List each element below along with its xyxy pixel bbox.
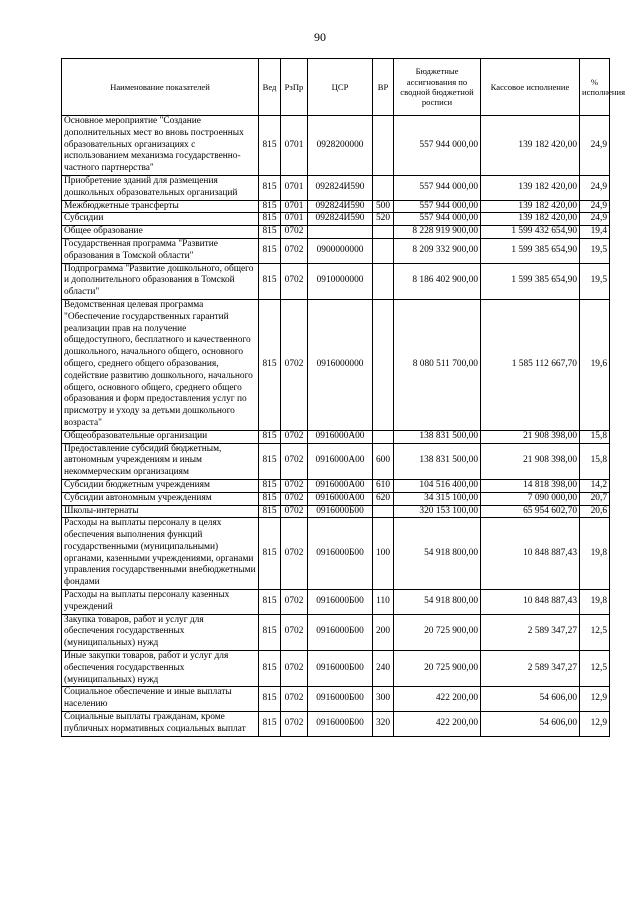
row-cash: 1 599 385 654,90 [481,263,580,299]
table-row [62,299,610,430]
row-budget: 8 186 402 900,00 [394,263,481,299]
row-budget: 20 725 900,00 [394,614,481,650]
row-budget: 34 315 100,00 [394,492,481,505]
header-ved: Вед [259,59,281,116]
row-pct: 19,6 [580,299,610,430]
row-name: Расходы на выплаты персоналу в целях обеспечения выполнения функций государственными (муниципальными) органами, казенными учреждениями, органами управления государственными внебюджетными фондами [62,518,259,590]
row-rzpr: 0702 [281,299,308,430]
row-name: Субсидии [62,213,259,226]
row-name: Школы-интернаты [62,505,259,518]
row-cash: 139 182 420,00 [481,175,580,200]
row-vr [373,226,394,239]
row-pct: 24,9 [580,213,610,226]
table-row [62,614,610,650]
table-row [62,175,610,200]
row-vr: 620 [373,492,394,505]
row-csr: 0928200000 [308,116,373,176]
row-ved: 815 [259,505,281,518]
row-pct: 12,5 [580,651,610,687]
table-row [62,430,610,443]
row-csr: 0916000Б00 [308,651,373,687]
header-budget: Бюджетные ассигнования по сводной бюджетной росписи [394,59,481,116]
row-cash: 1 585 112 667,70 [481,299,580,430]
row-pct: 19,8 [580,518,610,590]
header-pct: % исполнения [580,59,610,116]
row-budget: 422 200,00 [394,687,481,712]
row-vr [373,175,394,200]
row-vr: 300 [373,687,394,712]
row-ved: 815 [259,651,281,687]
row-rzpr: 0702 [281,479,308,492]
row-cash: 139 182 420,00 [481,213,580,226]
row-ved: 815 [259,430,281,443]
row-ved: 815 [259,200,281,213]
row-pct: 19,5 [580,263,610,299]
row-name: Социальное обеспечение и иные выплаты населению [62,687,259,712]
row-name: Общее образование [62,226,259,239]
row-ved: 815 [259,263,281,299]
row-csr: 092824И590 [308,213,373,226]
row-name: Закупка товаров, работ и услуг для обеспечения государственных (муниципальных) нужд [62,614,259,650]
row-budget: 54 918 800,00 [394,518,481,590]
row-budget: 54 918 800,00 [394,590,481,615]
row-vr [373,505,394,518]
row-ved: 815 [259,614,281,650]
row-budget: 8 080 511 700,00 [394,299,481,430]
budget-execution-table [61,58,626,737]
row-rzpr: 0701 [281,213,308,226]
table-row [62,651,610,687]
row-vr: 500 [373,200,394,213]
row-name: Субсидии автономным учреждениям [62,492,259,505]
row-vr [373,430,394,443]
row-ved: 815 [259,479,281,492]
row-vr: 100 [373,518,394,590]
row-csr: 0916000А00 [308,492,373,505]
row-cash: 2 589 347,27 [481,651,580,687]
table-row [62,226,610,239]
row-vr [373,116,394,176]
row-name: Государственная программа "Развитие образования в Томской области" [62,238,259,263]
row-budget: 138 831 500,00 [394,443,481,479]
row-ved: 815 [259,299,281,430]
row-pct: 24,9 [580,200,610,213]
row-name: Межбюджетные трансферты [62,200,259,213]
row-cash: 1 599 432 654,90 [481,226,580,239]
row-ved: 815 [259,492,281,505]
row-rzpr: 0701 [281,175,308,200]
row-name: Общеобразовательные организации [62,430,259,443]
row-pct: 12,5 [580,614,610,650]
table-row [62,518,610,590]
row-pct: 20,7 [580,492,610,505]
row-pct: 14,2 [580,479,610,492]
row-csr: 0910000000 [308,263,373,299]
row-csr: 0916000000 [308,299,373,430]
row-name: Ведомственная целевая программа "Обеспечение государственных гарантий реализации прав на получение общедоступного, бесплатного и качественного дошкольного, начального общего, основного общего, среднего общего образования, содействие развитию дошкольного, начального общего, основного общего, среднего общего образования и форм предоставления услуг по присмотру и уходу за детьми дошкольного возраста" [62,299,259,430]
row-rzpr: 0702 [281,505,308,518]
row-ved: 815 [259,712,281,737]
row-vr: 110 [373,590,394,615]
row-vr: 200 [373,614,394,650]
row-cash: 139 182 420,00 [481,200,580,213]
table-header-row [62,59,610,116]
row-pct: 15,8 [580,430,610,443]
row-pct: 12,9 [580,687,610,712]
row-ved: 815 [259,116,281,176]
row-rzpr: 0702 [281,518,308,590]
table-row [62,213,610,226]
row-rzpr: 0701 [281,116,308,176]
row-pct: 24,9 [580,116,610,176]
row-pct: 24,9 [580,175,610,200]
row-rzpr: 0702 [281,430,308,443]
row-rzpr: 0702 [281,492,308,505]
row-rzpr: 0702 [281,712,308,737]
row-budget: 138 831 500,00 [394,430,481,443]
row-name: Приобретение зданий для размещения дошкольных образовательных организаций [62,175,259,200]
row-name: Субсидии бюджетным учреждениям [62,479,259,492]
row-csr: 0916000Б00 [308,505,373,518]
table-row [62,238,610,263]
row-cash: 1 599 385 654,90 [481,238,580,263]
table-row [62,687,610,712]
row-csr: 0916000Б00 [308,518,373,590]
row-ved: 815 [259,443,281,479]
row-cash: 14 818 398,00 [481,479,580,492]
row-name: Социальные выплаты гражданам, кроме публичных нормативных социальных выплат [62,712,259,737]
row-pct: 19,5 [580,238,610,263]
row-cash: 10 848 887,43 [481,590,580,615]
row-rzpr: 0702 [281,687,308,712]
row-csr: 0916000А00 [308,479,373,492]
row-budget: 8 209 332 900,00 [394,238,481,263]
row-rzpr: 0702 [281,238,308,263]
row-vr [373,299,394,430]
row-csr: 0916000А00 [308,443,373,479]
row-ved: 815 [259,590,281,615]
row-budget: 557 944 000,00 [394,200,481,213]
row-budget: 557 944 000,00 [394,213,481,226]
row-budget: 320 153 100,00 [394,505,481,518]
row-pct: 19,4 [580,226,610,239]
row-ved: 815 [259,687,281,712]
table-row [62,505,610,518]
row-name: Подпрограмма "Развитие дошкольного, общего и дополнительного образования в Томской области" [62,263,259,299]
row-vr: 320 [373,712,394,737]
row-name: Основное мероприятие "Создание дополнительных мест во вновь построенных образовательных организациях с использованием механизма государственно-частного партнерства" [62,116,259,176]
row-cash: 2 589 347,27 [481,614,580,650]
header-csr: ЦСР [308,59,373,116]
row-cash: 7 090 000,00 [481,492,580,505]
row-vr: 520 [373,213,394,226]
row-budget: 557 944 000,00 [394,175,481,200]
row-rzpr: 0701 [281,200,308,213]
row-pct: 12,9 [580,712,610,737]
row-ved: 815 [259,518,281,590]
row-cash: 10 848 887,43 [481,518,580,590]
row-name: Расходы на выплаты персоналу казенных учреждений [62,590,259,615]
row-budget: 8 228 919 900,00 [394,226,481,239]
row-rzpr: 0702 [281,263,308,299]
row-vr: 600 [373,443,394,479]
row-rzpr: 0702 [281,590,308,615]
table-row [62,590,610,615]
header-name: Наименование показателей [62,59,259,116]
row-budget: 422 200,00 [394,712,481,737]
row-cash: 21 908 398,00 [481,430,580,443]
row-pct: 20,6 [580,505,610,518]
row-budget: 104 516 400,00 [394,479,481,492]
row-pct: 19,8 [580,590,610,615]
row-ved: 815 [259,226,281,239]
row-vr [373,263,394,299]
row-csr: 0916000Б00 [308,590,373,615]
row-cash: 139 182 420,00 [481,116,580,176]
row-rzpr: 0702 [281,443,308,479]
row-ved: 815 [259,175,281,200]
header-rzpr: РзПр [281,59,308,116]
row-budget: 20 725 900,00 [394,651,481,687]
row-csr: 092824И590 [308,175,373,200]
row-cash: 54 606,00 [481,712,580,737]
row-csr: 0916000А00 [308,430,373,443]
row-name: Иные закупки товаров, работ и услуг для обеспечения государственных (муниципальных) нужд [62,651,259,687]
row-name: Предоставление субсидий бюджетным, автономным учреждениям и иным некоммерческим организациям [62,443,259,479]
table-row [62,200,610,213]
row-cash: 21 908 398,00 [481,443,580,479]
row-cash: 54 606,00 [481,687,580,712]
row-vr: 240 [373,651,394,687]
row-budget: 557 944 000,00 [394,116,481,176]
row-vr [373,238,394,263]
table-row [62,479,610,492]
row-rzpr: 0702 [281,651,308,687]
row-pct: 15,8 [580,443,610,479]
header-cash: Кассовое исполнение [481,59,580,116]
row-rzpr: 0702 [281,614,308,650]
row-csr: 0916000Б00 [308,614,373,650]
table-row [62,492,610,505]
row-rzpr: 0702 [281,226,308,239]
page-number: 90 [314,30,326,44]
table-row [62,263,610,299]
row-cash: 65 954 602,70 [481,505,580,518]
row-csr: 0916000Б00 [308,712,373,737]
row-csr: 0900000000 [308,238,373,263]
header-vr: ВР [373,59,394,116]
row-csr: 0916000Б00 [308,687,373,712]
row-csr: 092824И590 [308,200,373,213]
row-vr: 610 [373,479,394,492]
table-row [62,116,610,176]
row-ved: 815 [259,213,281,226]
table-row [62,712,610,737]
table-row [62,443,610,479]
row-ved: 815 [259,238,281,263]
row-csr [308,226,373,239]
